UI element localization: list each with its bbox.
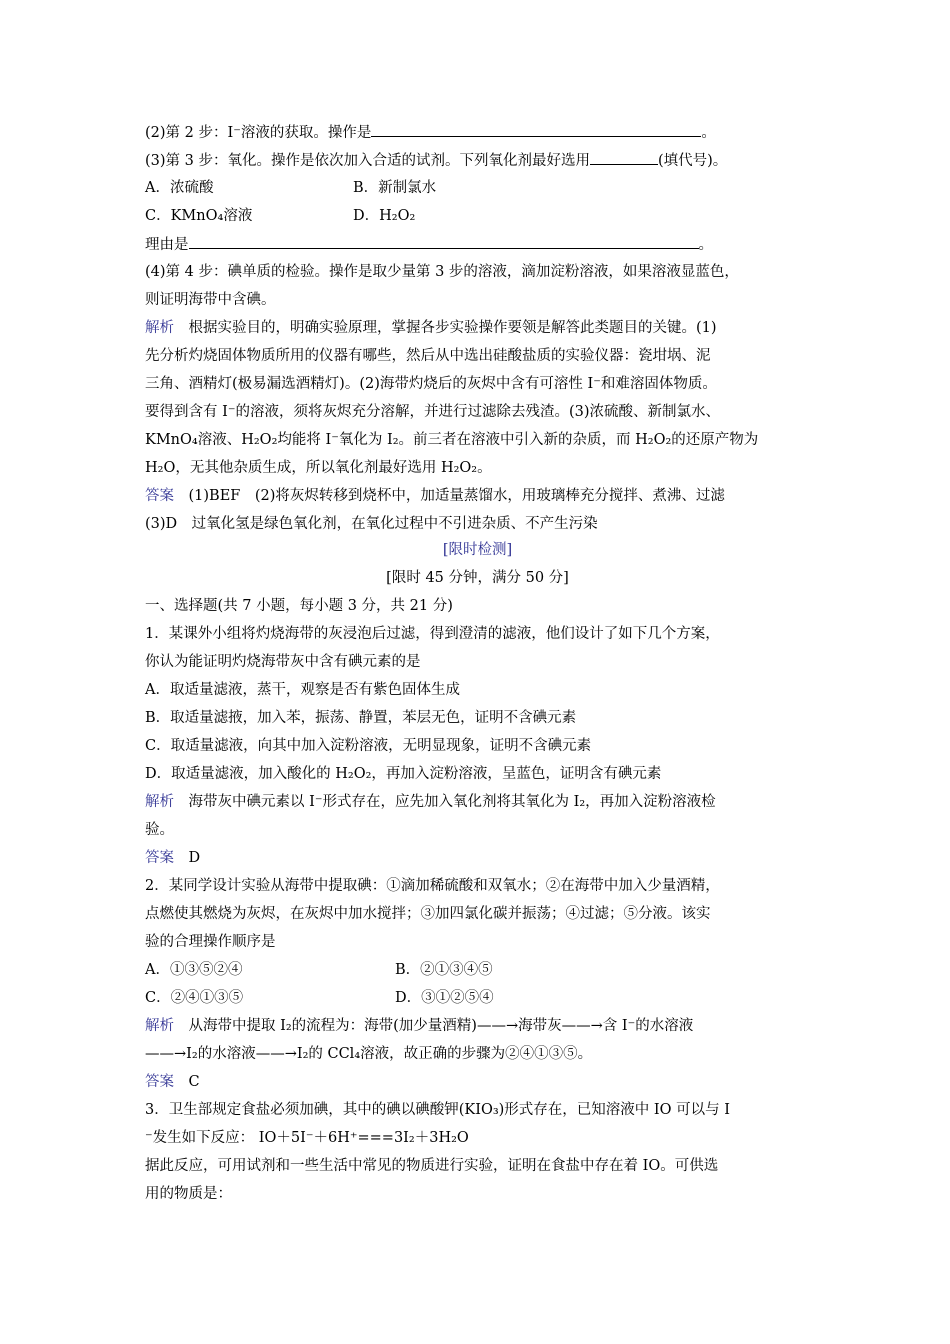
analysis1-line3: 三角、酒精灯(极易漏选酒精灯)。(2)海带灼烧后的灰烬中含有可溶性 I⁻和难溶固体物质。 xyxy=(145,376,717,392)
q1-answer: 答案 D xyxy=(145,850,201,866)
q3-stem-line4: 用的物质是： xyxy=(145,1186,232,1202)
section-title: [限时检测] xyxy=(442,542,513,558)
q2-analysis-line2: ——→I₂的水溶液——→I₂的 CCl₄溶液，故正确的步骤为②④①③⑤。 xyxy=(145,1046,593,1062)
question-step4-line1: (4)第 4 步：碘单质的检验。操作是取少量第 3 步的溶液，滴加淀粉溶液，如果溶液显蓝色， xyxy=(145,264,739,280)
answer1-line2: (3)D 过氧化氢是绿色氧化剂，在氧化过程中不引进杂质、不产生污染 xyxy=(145,516,598,532)
question-reason: 理由是 。 xyxy=(145,234,713,254)
analysis1-line6: H₂O，无其他杂质生成，所以氧化剂最好选用 H₂O₂。 xyxy=(145,460,492,476)
q2-stem-line1: 2．某同学设计实验从海带中提取碘：①滴加稀硫酸和双氧水；②在海带中加入少量酒精， xyxy=(145,878,720,894)
q1-analysis-line1: 解析 海带灰中碘元素以 I⁻形式存在，应先加入氧化剂将其氧化为 I₂，再加入淀粉溶液检 xyxy=(145,794,716,810)
q3-stem-line3: 据此反应，可用试剂和一些生活中常见的物质进行实验，证明在食盐中存在着 IO。可供选 xyxy=(145,1158,719,1174)
q1-stem-line1: 1．某课外小组将灼烧海带的灰浸泡后过滤，得到澄清的滤液，他们设计了如下几个方案， xyxy=(145,626,720,642)
analysis1-line2: 先分析灼烧固体物质所用的仪器有哪些，然后从中选出硅酸盐质的实验仪器：瓷坩埚、泥 xyxy=(145,348,711,364)
q1-analysis-line2: 验。 xyxy=(145,822,174,838)
option-row-1: A．浓硫酸 B．新制氯水 xyxy=(145,180,437,196)
question-step2: (2)第 2 步：I⁻溶液的获取。操作是 。 xyxy=(145,122,716,142)
q3-stem-line1: 3．卫生部规定食盐必须加碘，其中的碘以碘酸钾(KIO₃)形式存在，已知溶液中 IO 可以与 I xyxy=(145,1102,730,1118)
q1-option-c: C．取适量滤液，向其中加入淀粉溶液，无明显现象，证明不含碘元素 xyxy=(145,738,592,754)
q2-stem-line2: 点燃使其燃烧为灰烬，在灰烬中加水搅拌；③加四氯化碳并振荡；④过滤；⑤分液。该实 xyxy=(145,906,711,922)
q1-option-d: D．取适量滤液，加入酸化的 H₂O₂，再加入淀粉溶液，呈蓝色，证明含有碘元素 xyxy=(145,766,662,782)
q2-answer: 答案 C xyxy=(145,1074,200,1090)
q1-stem-line2: 你认为能证明灼烧海带灰中含有碘元素的是 xyxy=(145,654,421,670)
answer-blank xyxy=(371,122,701,137)
q2-option-row-2: C．②④①③⑤ D．③①②⑤④ xyxy=(145,990,494,1006)
q2-analysis-line1: 解析 从海带中提取 I₂的流程为：海带(加少量酒精)——→海带灰——→含 I⁻的水溶液 xyxy=(145,1018,694,1034)
option-row-2: C．KMnO₄溶液 D．H₂O₂ xyxy=(145,208,416,224)
q1-option-a: A．取适量滤液，蒸干，观察是否有紫色固体生成 xyxy=(145,682,460,698)
part1-heading: 一、选择题(共 7 小题，每小题 3 分，共 21 分) xyxy=(145,598,453,614)
question-step4-line2: 则证明海带中含碘。 xyxy=(145,292,276,308)
question-step3: (3)第 3 步：氧化。操作是依次加入合适的试剂。下列氧化剂最好选用 (填代号)。 xyxy=(145,150,727,170)
analysis1-line1: 解析 根据实验目的，明确实验原理，掌握各步实验操作要领是解答此类题目的关键。(1) xyxy=(145,320,717,336)
answer-blank xyxy=(590,150,658,165)
analysis1-line4: 要得到含有 I⁻的溶液，须将灰烬充分溶解，并进行过滤除去残渣。(3)浓硫酸、新制氯水、 xyxy=(145,404,721,420)
analysis1-line5: KMnO₄溶液、H₂O₂均能将 I⁻氧化为 I₂。前三者在溶液中引入新的杂质，而 H₂O₂的还原产物为 xyxy=(145,432,759,448)
q3-stem-line2: ⁻发生如下反应： IO＋5I⁻＋6H⁺===3I₂＋3H₂O xyxy=(145,1130,469,1146)
q2-stem-line3: 验的合理操作顺序是 xyxy=(145,934,276,950)
q1-option-b: B．取适量滤掖，加入苯，振荡、静置，苯层无色，证明不含碘元素 xyxy=(145,710,577,726)
section-subtitle: [限时 45 分钟，满分 50 分] xyxy=(386,570,569,586)
answer-blank xyxy=(189,234,699,249)
q2-option-row-1: A．①③⑤②④ B．②①③④⑤ xyxy=(145,962,493,978)
answer1-line1: 答案 (1)BEF (2)将灰烬转移到烧杯中，加适量蒸馏水，用玻璃棒充分搅拌、煮沸、过滤 xyxy=(145,488,725,504)
